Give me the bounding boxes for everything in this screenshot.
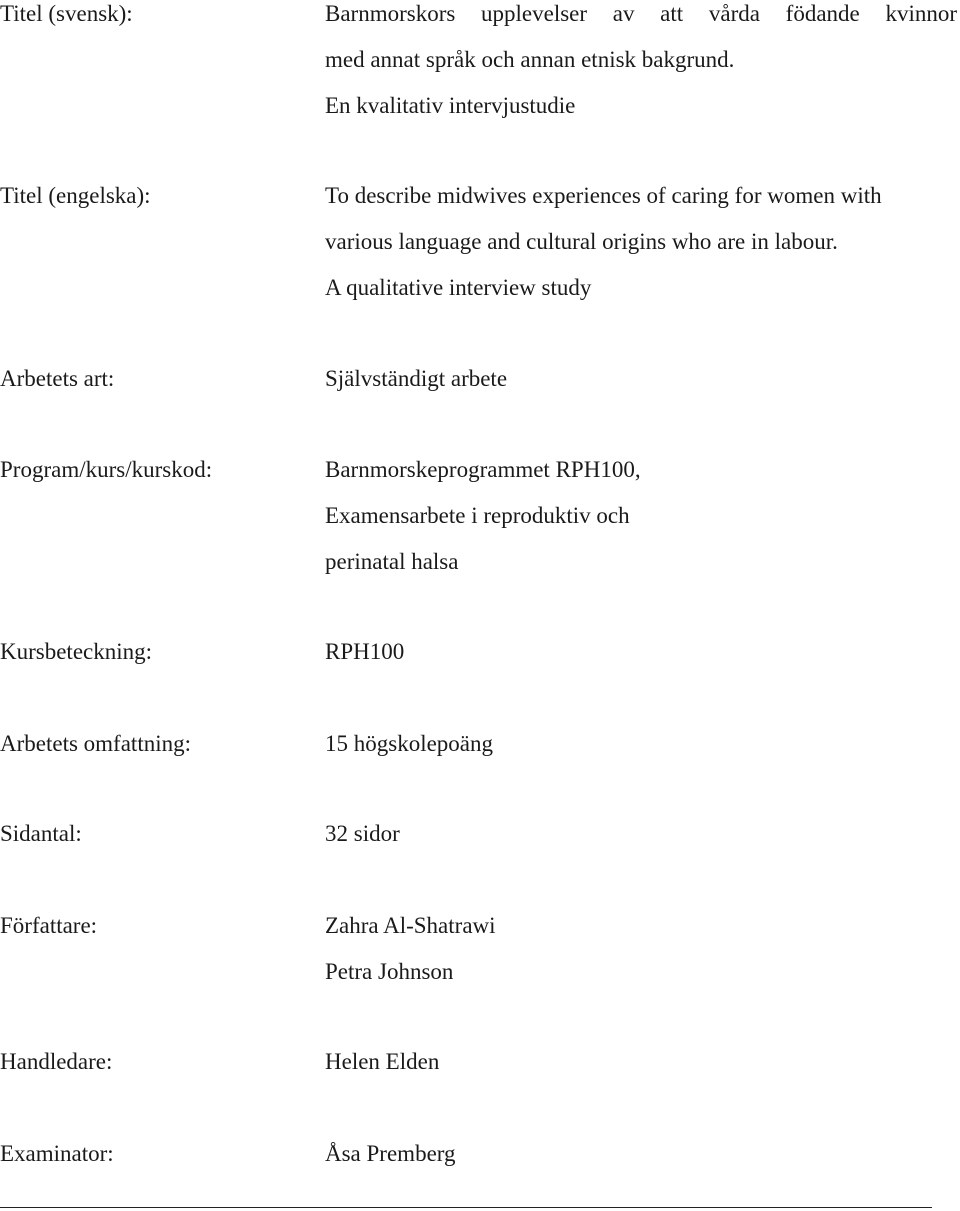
- field-label-course-designation: Kursbeteckning:: [0, 639, 153, 664]
- field-label-examiner: Examinator:: [0, 1141, 114, 1166]
- bottom-rule: [0, 1207, 932, 1208]
- field-value-line: 32 sidor: [325, 821, 400, 846]
- field-value-work-type: [325, 356, 957, 402]
- field-value-title-swedish: [325, 0, 957, 129]
- field-value-line: Barnmorskors upplevelser av att vårda födande kvinnor: [325, 1, 957, 26]
- field-value-line: various language and cultural origins who are in labour.: [325, 229, 838, 254]
- field-value-line: med annat språk och annan etnisk bakgrund.: [325, 47, 735, 72]
- field-label-title-english: Titel (engelska):: [0, 183, 151, 208]
- field-value-line: Examensarbete i reproduktiv och: [325, 503, 630, 528]
- field-value-line: Helen Elden: [325, 1049, 440, 1074]
- field-label-scope: Arbetets omfattning:: [0, 731, 191, 756]
- field-value-page-count: [325, 811, 957, 857]
- field-label-supervisor: Handledare:: [0, 1049, 113, 1074]
- field-value-line: To describe midwives experiences of caring for women with: [325, 183, 882, 208]
- field-value-authors: [325, 903, 957, 995]
- field-value-line: Zahra Al-Shatrawi: [325, 913, 496, 938]
- field-value-line: Självständigt arbete: [325, 366, 508, 391]
- field-value-line: perinatal halsa: [325, 549, 459, 574]
- field-value-supervisor: [325, 1039, 957, 1085]
- field-label-authors: Författare:: [0, 913, 98, 938]
- field-value-program-course: [325, 447, 957, 585]
- field-label-program-course: Program/kurs/kurskod:: [0, 457, 213, 482]
- field-value-line: Barnmorskeprogrammet RPH100,: [325, 457, 641, 482]
- field-value-title-english: [325, 173, 957, 311]
- field-value-line: Åsa Premberg: [325, 1141, 456, 1166]
- field-value-examiner: [325, 1131, 957, 1177]
- field-value-line: 15 högskolepoäng: [325, 731, 494, 756]
- field-label-work-type: Arbetets art:: [0, 366, 115, 391]
- field-value-scope: [325, 721, 957, 767]
- field-value-course-designation: [325, 629, 957, 675]
- field-value-line: RPH100: [325, 639, 405, 664]
- field-value-line: Petra Johnson: [325, 959, 454, 984]
- field-label-page-count: Sidantal:: [0, 821, 82, 846]
- field-value-line: En kvalitativ intervjustudie: [325, 93, 576, 118]
- field-label-title-swedish: Titel (svensk):: [0, 1, 133, 26]
- field-value-line: A qualitative interview study: [325, 275, 592, 300]
